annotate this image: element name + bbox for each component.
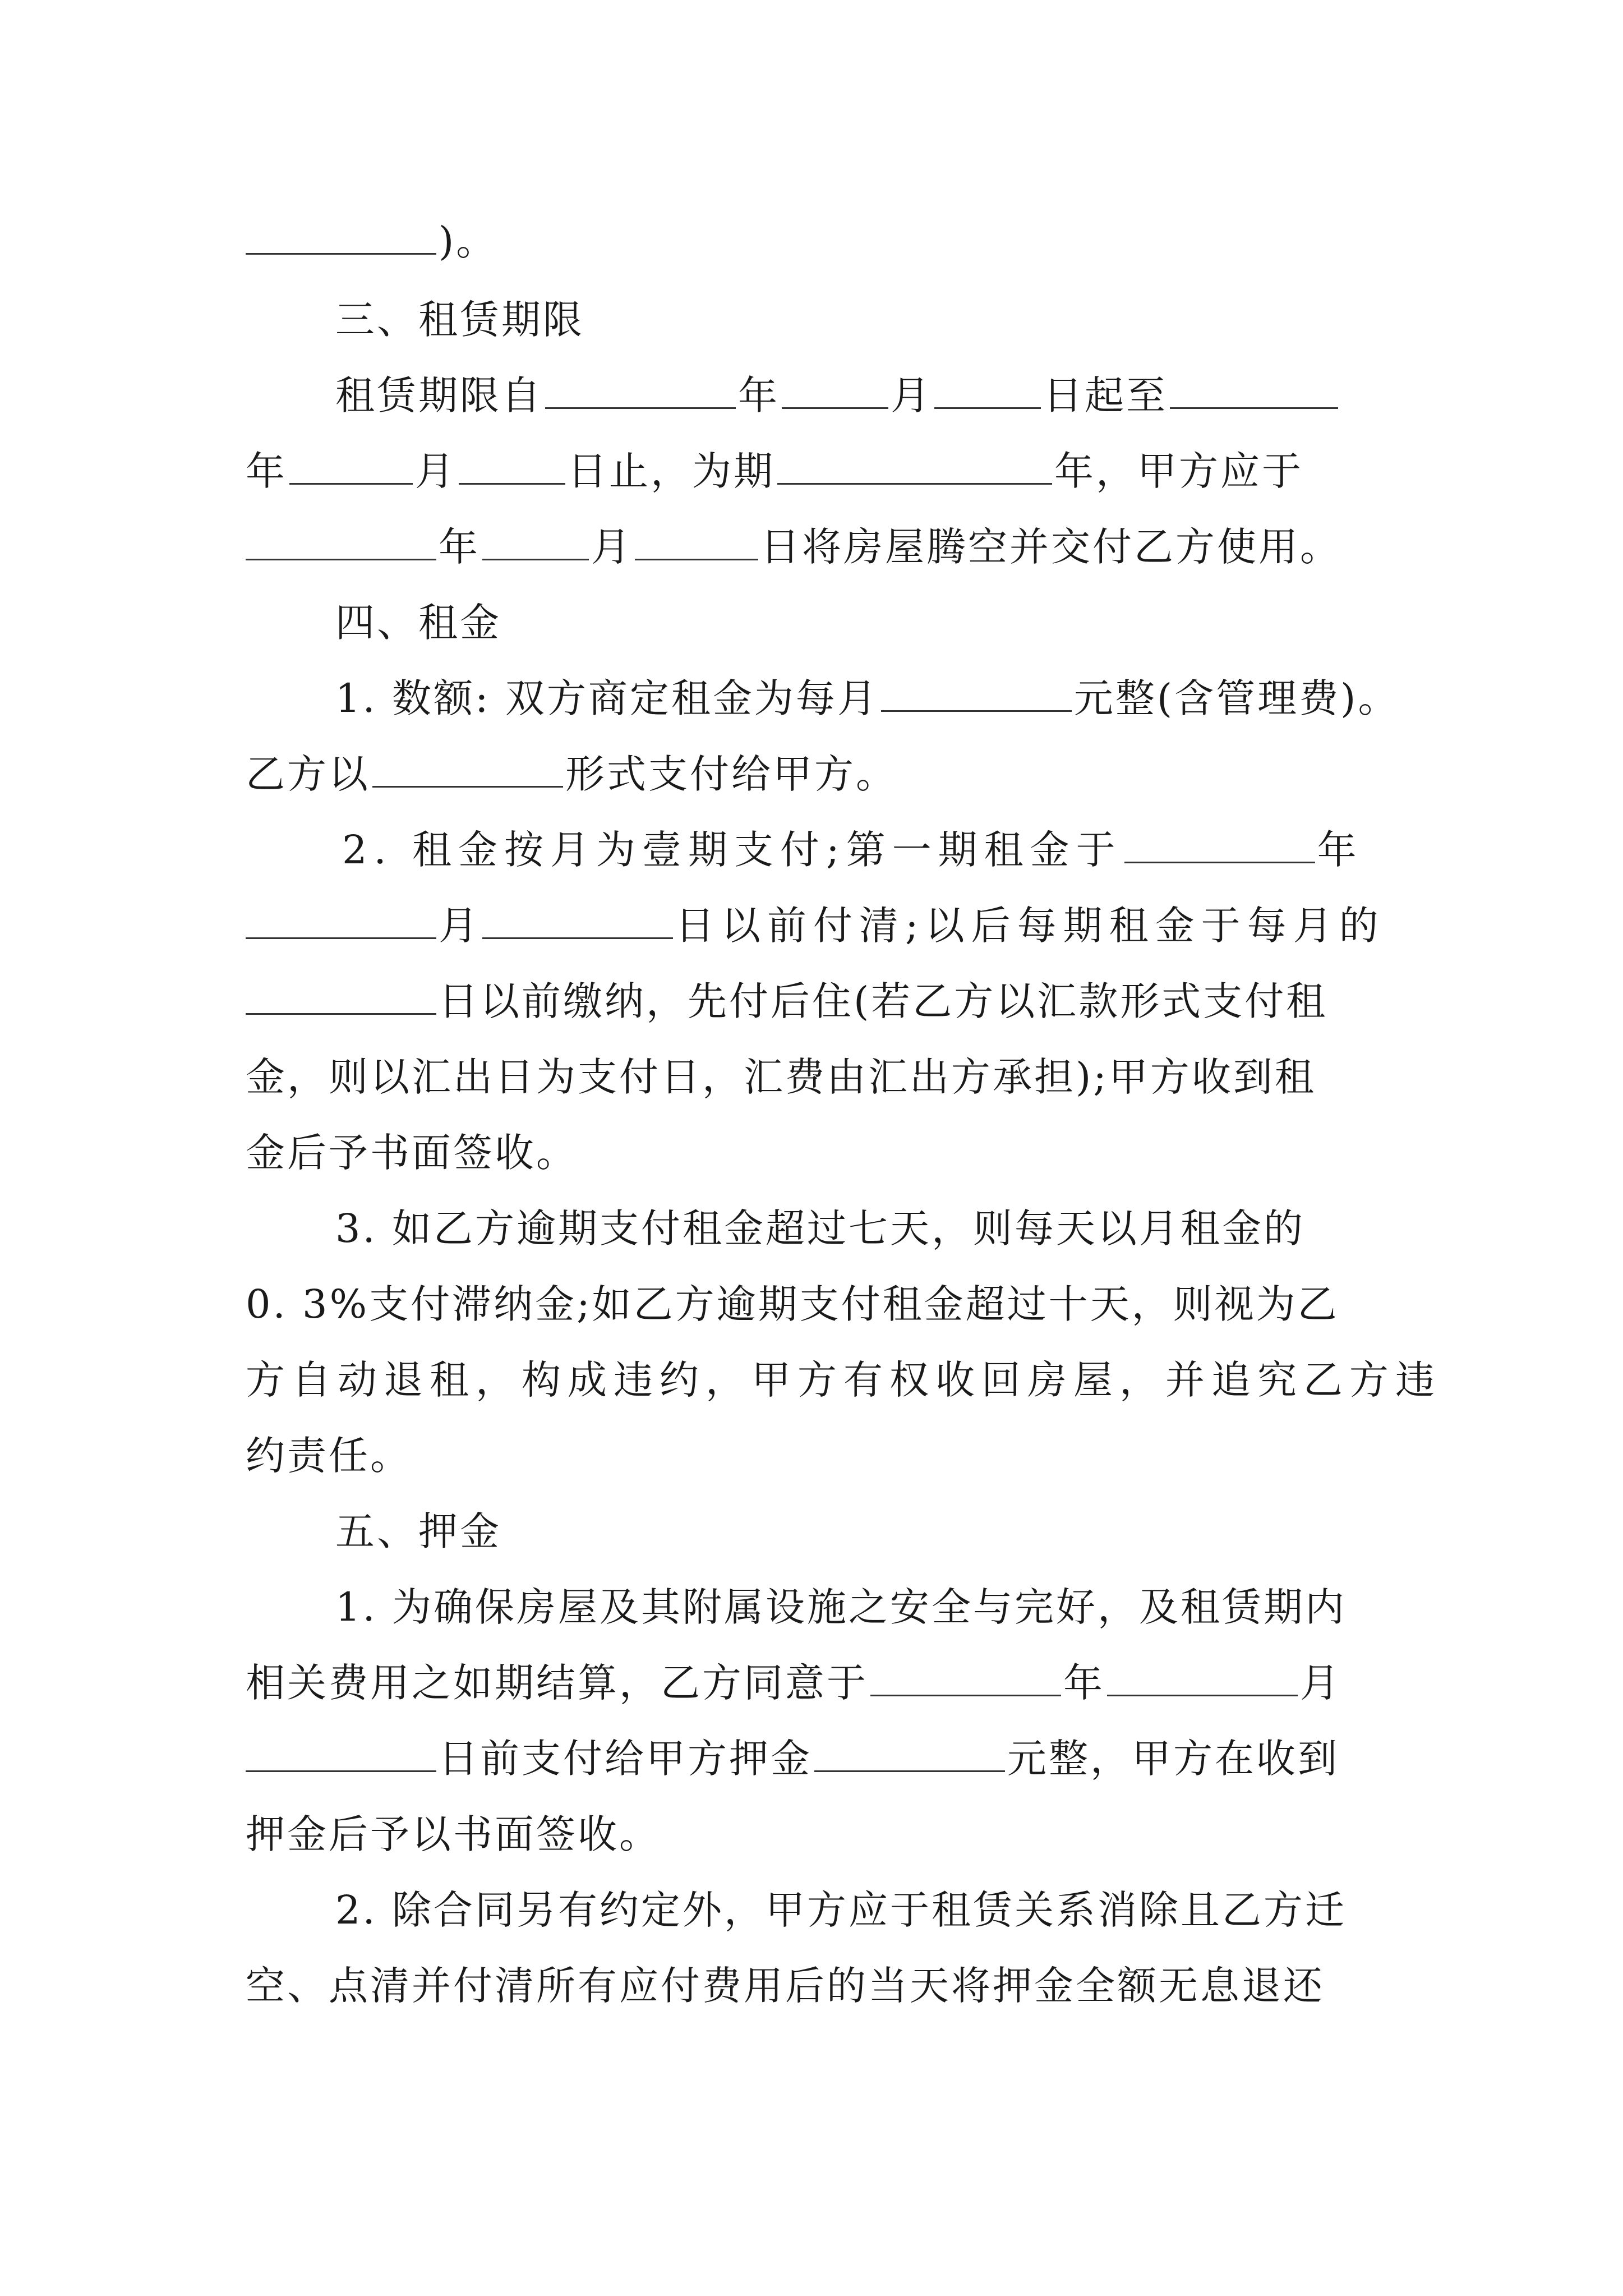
text-line [246, 976, 1327, 1027]
fill-blank [777, 449, 1052, 485]
fill-blank [246, 904, 436, 939]
fill-blank [246, 219, 436, 255]
text-segment: 年 [1063, 1660, 1105, 1706]
text-segment: 年 [1317, 827, 1359, 873]
fill-blank [459, 449, 565, 485]
fill-blank [482, 525, 589, 560]
fill-blank [545, 374, 736, 409]
text-segment: )。 [439, 218, 498, 264]
fill-blank [372, 752, 563, 788]
text-segment: 2. 租金按月为壹期支付;第一期租金于 [342, 827, 1122, 873]
text-segment: 月 [891, 372, 932, 418]
text-segment: 相关费用之如期结算，乙方同意于 [246, 1660, 868, 1706]
fill-blank [635, 525, 758, 560]
fill-blank [482, 904, 673, 939]
text-line: 空、点清并付清所有应付费用后的当天将押金全额无息退还 [246, 1963, 1325, 2009]
text-segment: 月 [439, 903, 480, 949]
text-segment: 形式支付给甲方。 [565, 751, 897, 797]
text-line: 2. 除合同另有约定外，甲方应于租赁关系消除且乙方迁 [335, 1887, 1347, 1933]
fill-blank [289, 449, 413, 485]
text-segment: 月 [1300, 1660, 1341, 1706]
section-heading-deposit: 五、押金 [335, 1508, 501, 1554]
fill-blank [246, 1737, 436, 1772]
fill-blank [246, 525, 436, 560]
text-line: 押金后予以书面签收。 [246, 1811, 661, 1857]
text-line: 约责任。 [246, 1433, 412, 1479]
fill-blank [870, 1661, 1061, 1696]
text-segment: 日前支付给甲方押金 [439, 1736, 812, 1782]
fill-blank [1107, 1661, 1298, 1696]
text-segment: 元整，甲方在收到 [1007, 1736, 1339, 1782]
text-line [246, 216, 497, 266]
fill-blank [782, 374, 888, 409]
text-segment: 租赁期限自 [335, 372, 543, 418]
text-segment: 日起至 [1043, 372, 1168, 418]
text-line: 1. 为确保房屋及其附属设施之安全与完好，及租赁期内 [335, 1584, 1347, 1630]
text-segment: 1. 数额: 双方商定租金为每月 [335, 675, 879, 721]
text-segment: 年 [246, 448, 287, 494]
text-segment: 日将房屋腾空并交付乙方使用。 [760, 524, 1341, 570]
fill-blank [934, 374, 1041, 409]
text-segment: 月 [591, 524, 633, 570]
text-segment: 日以前缴纳，先付后住(若乙方以汇款形式支付租 [439, 978, 1328, 1024]
text-line [246, 749, 897, 799]
text-segment: 月 [415, 448, 457, 494]
fill-blank [246, 979, 436, 1015]
text-segment: 日止，为期 [568, 448, 775, 494]
text-segment: 日以前付清;以后每期租金于每月的 [675, 903, 1385, 949]
text-line: 0. 3%支付滞纳金;如乙方逾期支付租金超过十天，则视为乙 [246, 1281, 1339, 1327]
fill-blank [814, 1737, 1005, 1772]
section-heading-rent: 四、租金 [335, 600, 501, 646]
section-heading-lease-term: 三、租赁期限 [335, 297, 584, 343]
text-line: 金后予书面签收。 [246, 1130, 578, 1176]
text-segment: 年，甲方应于 [1054, 448, 1303, 494]
text-segment: 乙方以 [246, 751, 370, 797]
text-segment: 年 [738, 372, 780, 418]
text-line [246, 900, 1385, 951]
text-line: 3. 如乙方逾期支付租金超过七天，则每天以月租金的 [335, 1205, 1306, 1251]
text-segment: 年 [439, 524, 480, 570]
text-segment: 元整(含管理费)。 [1073, 675, 1400, 721]
text-line [246, 446, 1303, 496]
text-line: 金，则以汇出日为支付日，汇费由汇出方承担);甲方收到租 [246, 1054, 1316, 1100]
text-line [335, 673, 1400, 724]
text-line [335, 370, 1340, 421]
fill-blank [1170, 374, 1338, 409]
fill-blank [1124, 828, 1315, 863]
fill-blank [881, 677, 1072, 712]
text-line [246, 522, 1341, 572]
text-line [246, 1733, 1339, 1784]
text-line [246, 1658, 1341, 1708]
text-line: 方自动退租，构成违约，甲方有权收回房屋，并追究乙方违 [246, 1357, 1441, 1403]
text-line [342, 825, 1359, 875]
